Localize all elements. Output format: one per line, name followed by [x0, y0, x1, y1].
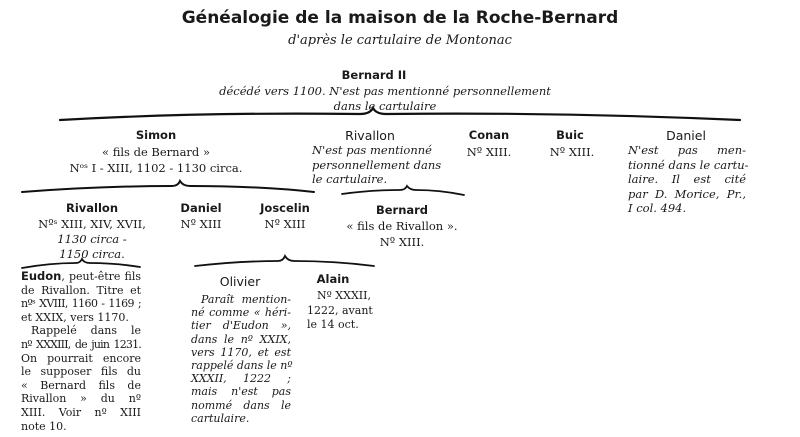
note-eudon — [21, 270, 141, 433]
note-line: par D. Morice, Pr., — [628, 186, 746, 201]
note-line: « Bernard fils de — [21, 378, 141, 392]
person-joscelin: Joscelin — [260, 201, 310, 215]
person-bernard: Bernard — [375, 203, 429, 217]
note-line: dans le nº XXIX, — [191, 332, 291, 346]
note-line: On pourrait encore — [21, 351, 141, 365]
note-line: Nº XIII — [180, 217, 222, 231]
note-line: « fils de Bernard » — [102, 145, 210, 159]
note-line: personnellement dans — [312, 157, 442, 172]
person-eudon: Eudon — [21, 269, 62, 283]
person-rivallon-jr: Rivallon — [65, 201, 119, 215]
note-line: Nº XIII — [264, 217, 306, 231]
note-line: Nºˢ XIII, XIV, XVII, — [38, 217, 146, 231]
note-line: né comme « héri- — [191, 306, 291, 320]
note-line: XIII. Voir nº XIII — [21, 405, 141, 419]
person-daniel: Daniel — [666, 128, 706, 143]
note-line: nommé dans le — [191, 398, 291, 412]
note-line: et XXIX, vers 1170. — [21, 310, 129, 324]
note-daniel — [628, 143, 749, 216]
note-line: 1130 circa - — [57, 232, 127, 246]
brace-daniel — [195, 256, 374, 266]
note-line: mais n'est pas — [191, 385, 291, 399]
note-rivallon — [312, 143, 441, 187]
note-alain — [307, 289, 373, 333]
note-line: I col. 494. — [628, 201, 687, 216]
note-line: Nᵒˢ I - XIII, 1102 - 1130 circa. — [69, 161, 243, 175]
person-rivallon: Rivallon — [345, 128, 395, 143]
brace-simon — [22, 181, 314, 192]
note-line: le cartulaire. — [312, 172, 388, 187]
note-olivier — [191, 293, 291, 425]
person-buic: Buic — [556, 128, 584, 142]
note-line: rappelé dans le nº — [191, 359, 293, 373]
note-line: Nº XIII. — [549, 145, 595, 159]
note-line: dans le cartulaire — [333, 99, 437, 113]
brace-rivallon — [342, 186, 464, 195]
note-line: laire. Il est cité — [628, 172, 746, 187]
person-daniel-jr: Daniel — [180, 201, 222, 215]
note-line: , peut-être fils — [61, 270, 141, 283]
note-line: 1150 circa. — [59, 247, 125, 261]
note-line: Nº XIII. — [466, 145, 512, 159]
note-line: Paraît mention- — [201, 293, 291, 306]
person-simon: Simon — [135, 128, 177, 142]
note-line: Rivallon » du nº — [21, 392, 141, 406]
note-line: « fils de Rivallon ». — [346, 219, 458, 233]
note-line: vers 1170, et est — [191, 345, 291, 359]
note-line: Nº XIII. — [379, 235, 425, 249]
person-bernard-ii: Bernard II — [341, 68, 407, 82]
note-line: tier d'Eudon », — [191, 319, 291, 333]
note-line: XXXII, 1222 ; — [191, 372, 291, 386]
note-line: N'est pas mentionné — [312, 143, 432, 157]
person-olivier: Olivier — [219, 274, 261, 289]
person-conan: Conan — [468, 128, 510, 142]
note-line: décédé vers 1100. N'est pas mentionné personnellement — [219, 84, 551, 98]
person-alain: Alain — [316, 272, 350, 286]
note-line: de Rivallon. Titre et — [21, 283, 141, 297]
note-line: nº XXXIII, de juin 1231. — [21, 337, 141, 351]
note-line: le 14 oct. — [307, 318, 359, 332]
note-line: cartulaire. — [191, 411, 250, 425]
note-line: nºˢ XVIII, 1160 - 1169 ; — [21, 297, 141, 311]
note-line: tionné dans le cartu- — [628, 157, 749, 172]
note-line: note 10. — [21, 419, 67, 433]
note-line: Nº XXXII, — [317, 289, 371, 302]
page-title: Généalogie de la maison de la Roche-Bernard — [181, 8, 619, 28]
note-line: N'est pas men- — [628, 143, 746, 157]
note-line: le supposer fils du — [21, 365, 141, 379]
page-subtitle: d'après le cartulaire de Montonac — [288, 33, 512, 48]
note-line: Rappelé dans le — [31, 324, 141, 338]
note-line: 1222, avant — [307, 303, 373, 317]
